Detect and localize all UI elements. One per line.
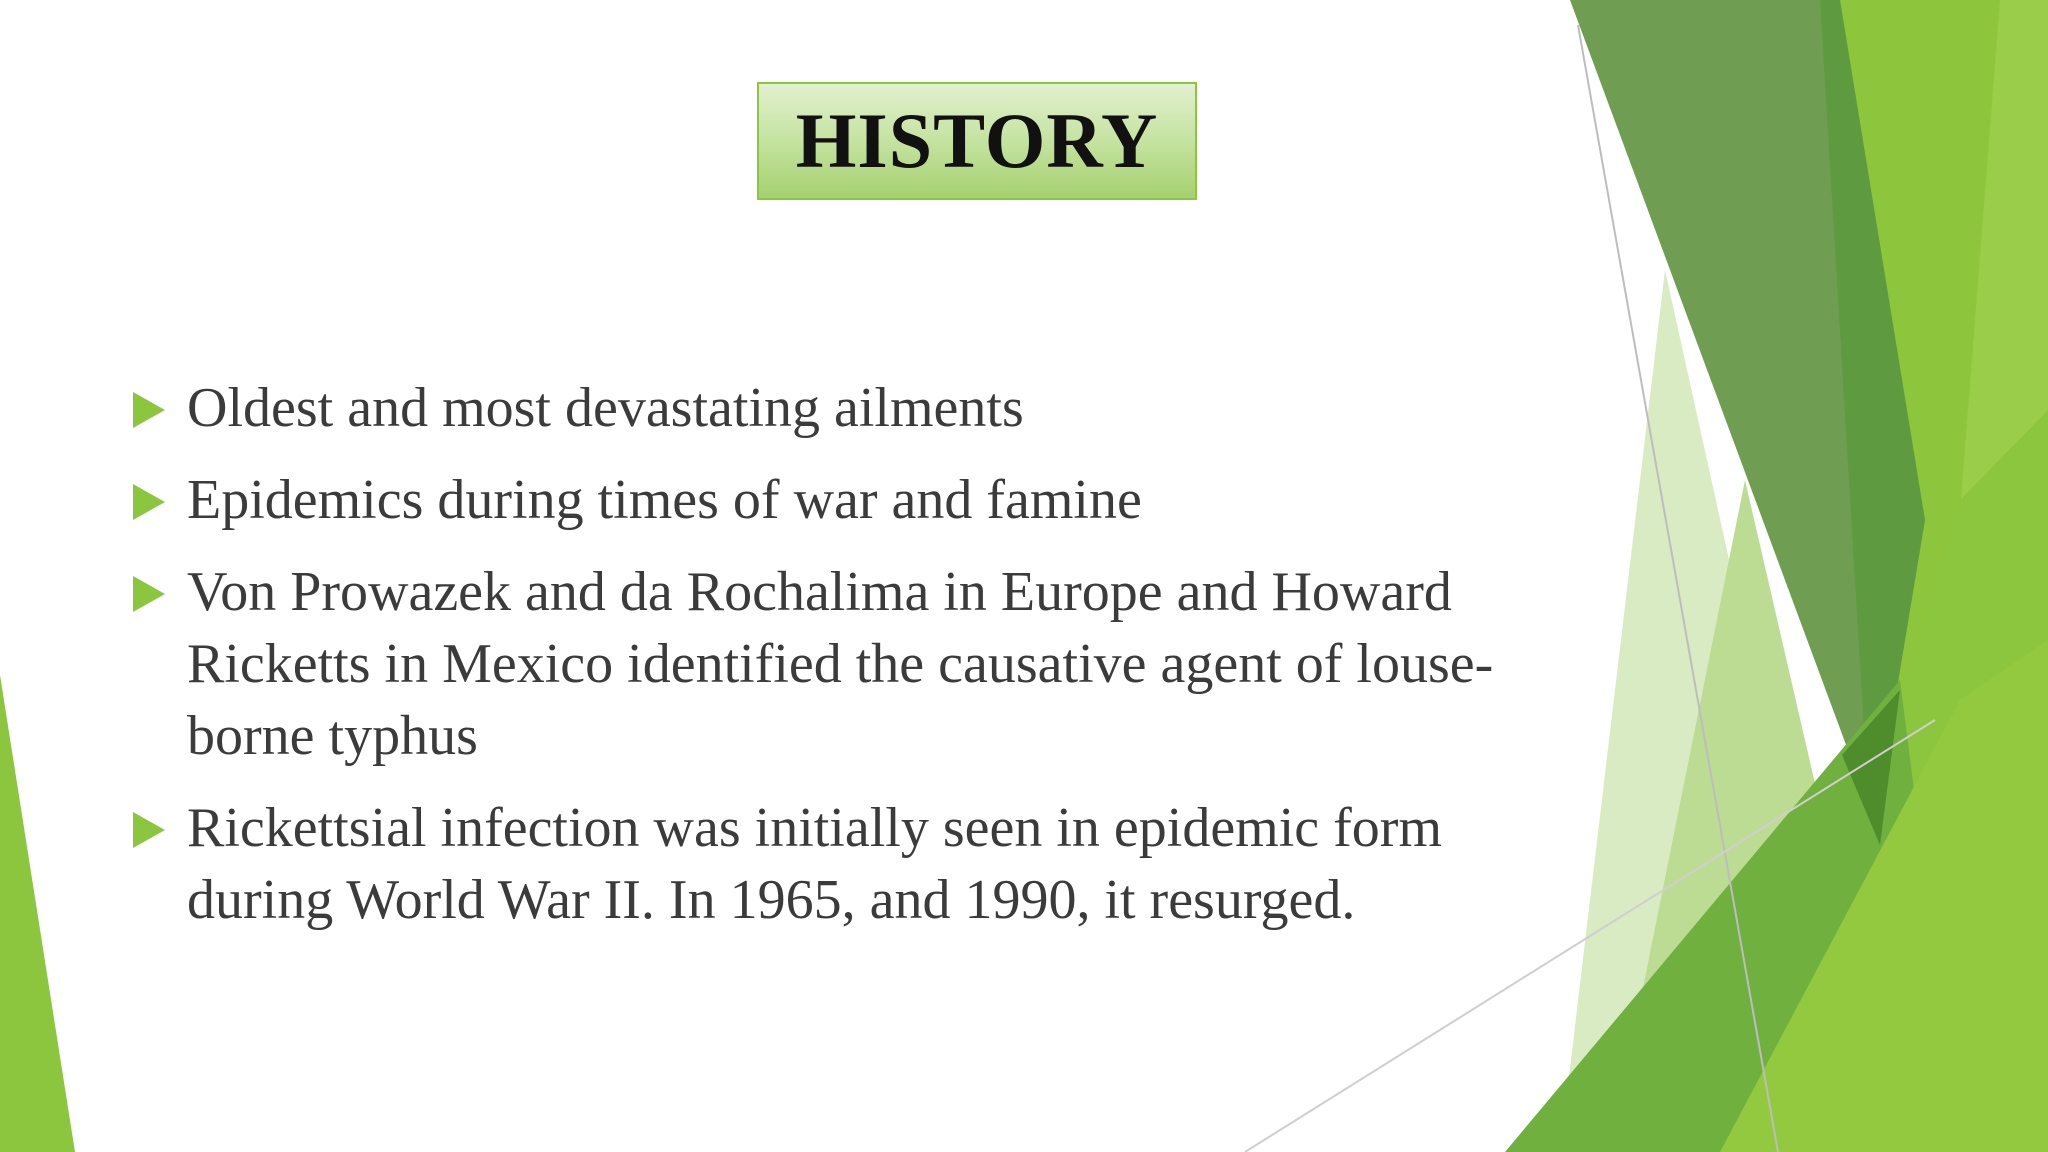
bullet-item	[130, 792, 1560, 936]
bullet-item	[130, 464, 1560, 536]
triangle-bullet-icon	[133, 812, 165, 848]
triangle-bullet-icon	[133, 484, 165, 520]
bullet-text: Rickettsial infection was initially seen in epidemic form during World War II. In 1965, and 1990, it resurged.	[187, 797, 1442, 931]
bullet-item	[130, 556, 1560, 772]
page-title: HISTORY	[795, 97, 1159, 184]
bullet-text: Epidemics during times of war and famine	[187, 469, 1142, 531]
bullet-text: Von Prowazek and da Rochalima in Europe and Howard Ricketts in Mexico identified the causative agent of louse-borne typhus	[187, 561, 1494, 767]
title-box	[757, 82, 1197, 200]
bullet-list	[130, 372, 1560, 956]
triangle-bullet-icon	[133, 392, 165, 428]
triangle-bullet-icon	[133, 576, 165, 612]
bullet-item	[130, 372, 1560, 444]
bullet-text: Oldest and most devastating ailments	[187, 377, 1024, 439]
left-green-sliver	[0, 675, 75, 1152]
